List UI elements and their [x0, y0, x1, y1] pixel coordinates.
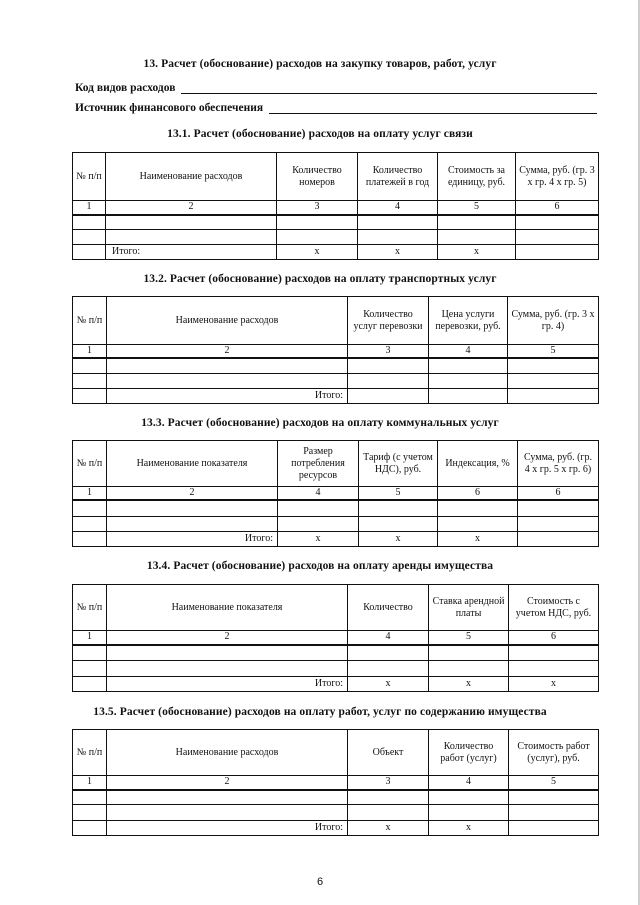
header-cell: Размер потребления ресурсов: [278, 441, 359, 487]
column-number-row: [73, 776, 599, 790]
total-cell: x: [348, 677, 429, 692]
cell[interactable]: [73, 500, 107, 516]
total-cell: x: [429, 821, 509, 836]
header-cell: Цена услуги перевозки, руб.: [429, 297, 508, 345]
table-row: [73, 215, 599, 230]
header-cell: Наименование показателя: [107, 585, 348, 631]
header-cell: Сумма, руб. (гр. 4 х гр. 5 х гр. 6): [518, 441, 599, 487]
header-cell: Наименование расходов: [107, 730, 348, 776]
cell[interactable]: [107, 805, 348, 821]
col-number: 6: [516, 201, 599, 215]
header-cell: Сумма, руб. (гр. 3 х гр. 4 х гр. 5): [516, 153, 599, 201]
total-cell[interactable]: [518, 531, 599, 546]
table-header-row: [73, 297, 599, 345]
total-cell: x: [438, 531, 518, 546]
col-number: 5: [509, 776, 599, 790]
column-number-row: [73, 201, 599, 215]
total-cell: x: [277, 245, 358, 260]
col-number: 6: [518, 487, 599, 501]
total-row: [73, 388, 599, 403]
cell[interactable]: [277, 215, 358, 230]
table-rent: [72, 584, 599, 692]
total-cell: x: [278, 531, 359, 546]
field-funding-source-label: Источник финансового обеспечения: [75, 102, 264, 114]
col-number: 4: [348, 631, 429, 645]
cell[interactable]: [73, 516, 107, 531]
cell[interactable]: [107, 358, 348, 373]
cell[interactable]: [106, 230, 277, 245]
cell[interactable]: [73, 215, 106, 230]
total-cell: [73, 677, 107, 692]
table-row: [73, 500, 599, 516]
col-number: 1: [73, 201, 106, 215]
cell[interactable]: [438, 500, 518, 516]
cell[interactable]: [73, 230, 106, 245]
total-cell[interactable]: [429, 388, 508, 403]
table-transport: [72, 296, 599, 404]
table-row: [73, 661, 599, 677]
total-label: Итого:: [107, 531, 278, 546]
field-funding-source: [75, 102, 597, 114]
total-label: Итого:: [107, 677, 348, 692]
total-cell[interactable]: [509, 821, 599, 836]
cell[interactable]: [106, 215, 277, 230]
cell[interactable]: [348, 373, 429, 388]
cell[interactable]: [438, 230, 516, 245]
cell[interactable]: [73, 358, 107, 373]
cell[interactable]: [509, 790, 599, 805]
table-communication: [72, 152, 599, 260]
cell[interactable]: [278, 500, 359, 516]
col-number: 3: [348, 345, 429, 359]
total-row: [73, 245, 599, 260]
header-cell: Стоимость работ (услуг), руб.: [509, 730, 599, 776]
col-number: 5: [438, 201, 516, 215]
header-cell: Наименование показателя: [107, 441, 278, 487]
table-maintenance: [72, 729, 599, 836]
cell[interactable]: [107, 790, 348, 805]
cell[interactable]: [509, 661, 599, 677]
total-cell: x: [359, 531, 438, 546]
col-number: 2: [107, 487, 278, 501]
header-cell: Количество работ (услуг): [429, 730, 509, 776]
cell[interactable]: [73, 373, 107, 388]
header-cell: № п/п: [73, 585, 107, 631]
total-cell: x: [348, 821, 429, 836]
table-utilities: [72, 440, 599, 547]
header-cell: Индексация, %: [438, 441, 518, 487]
total-cell: x: [509, 677, 599, 692]
cell[interactable]: [73, 661, 107, 677]
cell[interactable]: [429, 805, 509, 821]
cell[interactable]: [429, 645, 509, 661]
col-number: 4: [429, 776, 509, 790]
col-number: 4: [429, 345, 508, 359]
header-cell: Сумма, руб. (гр. 3 х гр. 4): [508, 297, 599, 345]
header-cell: № п/п: [73, 441, 107, 487]
table-row: [73, 645, 599, 661]
col-number: 1: [73, 776, 107, 790]
header-cell: Количество номеров: [277, 153, 358, 201]
total-cell: x: [438, 245, 516, 260]
table-header-row: [73, 730, 599, 776]
col-number: 5: [359, 487, 438, 501]
header-cell: Количество услуг перевозки: [348, 297, 429, 345]
cell[interactable]: [348, 805, 429, 821]
col-number: 2: [107, 776, 348, 790]
cell[interactable]: [73, 645, 107, 661]
total-cell[interactable]: [348, 388, 429, 403]
cell[interactable]: [516, 230, 599, 245]
cell[interactable]: [509, 645, 599, 661]
total-row: [73, 821, 599, 836]
table-row: [73, 805, 599, 821]
col-number: 1: [73, 487, 107, 501]
cell[interactable]: [348, 645, 429, 661]
cell[interactable]: [277, 230, 358, 245]
table-row: [73, 373, 599, 388]
table-4-title: 13.4. Расчет (обоснование) расходов на оплату аренды имущества: [146, 560, 494, 572]
table-row: [73, 516, 599, 531]
table-2-title: 13.2. Расчет (обоснование) расходов на оплату транспортных услуг: [143, 273, 497, 285]
total-cell: [73, 388, 107, 403]
total-row: [73, 531, 599, 546]
cell[interactable]: [107, 645, 348, 661]
table-header-row: [73, 153, 599, 201]
cell[interactable]: [348, 661, 429, 677]
cell[interactable]: [107, 661, 348, 677]
field-expense-code-line[interactable]: [181, 83, 597, 94]
table-3-title: 13.3. Расчет (обоснование) расходов на оплату коммунальных услуг: [141, 417, 499, 429]
total-cell: [73, 531, 107, 546]
cell[interactable]: [438, 215, 516, 230]
table-header-row: [73, 441, 599, 487]
col-number: 3: [348, 776, 429, 790]
total-cell[interactable]: [516, 245, 599, 260]
cell[interactable]: [107, 373, 348, 388]
col-number: 6: [438, 487, 518, 501]
section-heading: 13. Расчет (обоснование) расходов на закупку товаров, работ, услуг: [143, 58, 497, 70]
col-number: 2: [107, 345, 348, 359]
cell[interactable]: [429, 373, 508, 388]
field-funding-source-line[interactable]: [269, 103, 597, 114]
cell[interactable]: [518, 516, 599, 531]
column-number-row: [73, 631, 599, 645]
cell[interactable]: [73, 805, 107, 821]
table-header-row: [73, 585, 599, 631]
header-cell: Наименование расходов: [107, 297, 348, 345]
cell[interactable]: [348, 358, 429, 373]
header-cell: Ставка арендной платы: [429, 585, 509, 631]
cell[interactable]: [359, 500, 438, 516]
cell[interactable]: [107, 516, 278, 531]
total-row: [73, 677, 599, 692]
cell[interactable]: [516, 215, 599, 230]
col-number: 1: [73, 345, 107, 359]
header-cell: Количество платежей в год: [358, 153, 438, 201]
col-number: 4: [358, 201, 438, 215]
table-1-title: 13.1. Расчет (обоснование) расходов на оплату услуг связи: [167, 128, 473, 140]
cell[interactable]: [358, 230, 438, 245]
header-cell: Стоимость с учетом НДС, руб.: [509, 585, 599, 631]
col-number: 1: [73, 631, 107, 645]
table-row: [73, 358, 599, 373]
field-expense-code: [75, 82, 597, 94]
column-number-row: [73, 345, 599, 359]
table-5-title: 13.5. Расчет (обоснование) расходов на оплату работ, услуг по содержанию имущества: [93, 706, 547, 718]
header-cell: № п/п: [73, 297, 107, 345]
header-cell: № п/п: [73, 153, 106, 201]
cell[interactable]: [278, 516, 359, 531]
cell[interactable]: [107, 500, 278, 516]
field-expense-code-label: Код видов расходов: [75, 82, 176, 94]
header-cell: Наименование расходов: [106, 153, 277, 201]
total-cell: x: [429, 677, 509, 692]
total-cell: [73, 245, 106, 260]
cell[interactable]: [348, 790, 429, 805]
total-label: Итого:: [107, 821, 348, 836]
col-number: 6: [509, 631, 599, 645]
cell[interactable]: [358, 215, 438, 230]
page-number: 6: [316, 876, 324, 888]
col-number: 3: [277, 201, 358, 215]
cell[interactable]: [359, 516, 438, 531]
header-cell: № п/п: [73, 730, 107, 776]
column-number-row: [73, 487, 599, 501]
cell[interactable]: [429, 790, 509, 805]
cell[interactable]: [73, 790, 107, 805]
cell[interactable]: [429, 358, 508, 373]
total-label: Итого:: [107, 388, 348, 403]
table-row: [73, 790, 599, 805]
header-cell: Тариф (с учетом НДС), руб.: [359, 441, 438, 487]
total-cell[interactable]: [508, 388, 599, 403]
header-cell: Стоимость за единицу, руб.: [438, 153, 516, 201]
col-number: 5: [429, 631, 509, 645]
table-row: [73, 230, 599, 245]
header-cell: Объект: [348, 730, 429, 776]
col-number: 2: [106, 201, 277, 215]
cell[interactable]: [438, 516, 518, 531]
col-number: 4: [278, 487, 359, 501]
cell[interactable]: [508, 373, 599, 388]
cell[interactable]: [429, 661, 509, 677]
total-label: Итого:: [106, 245, 277, 260]
header-cell: Количество: [348, 585, 429, 631]
col-number: 5: [508, 345, 599, 359]
total-cell: [73, 821, 107, 836]
col-number: 2: [107, 631, 348, 645]
cell[interactable]: [508, 358, 599, 373]
cell[interactable]: [509, 805, 599, 821]
total-cell: x: [358, 245, 438, 260]
cell[interactable]: [518, 500, 599, 516]
